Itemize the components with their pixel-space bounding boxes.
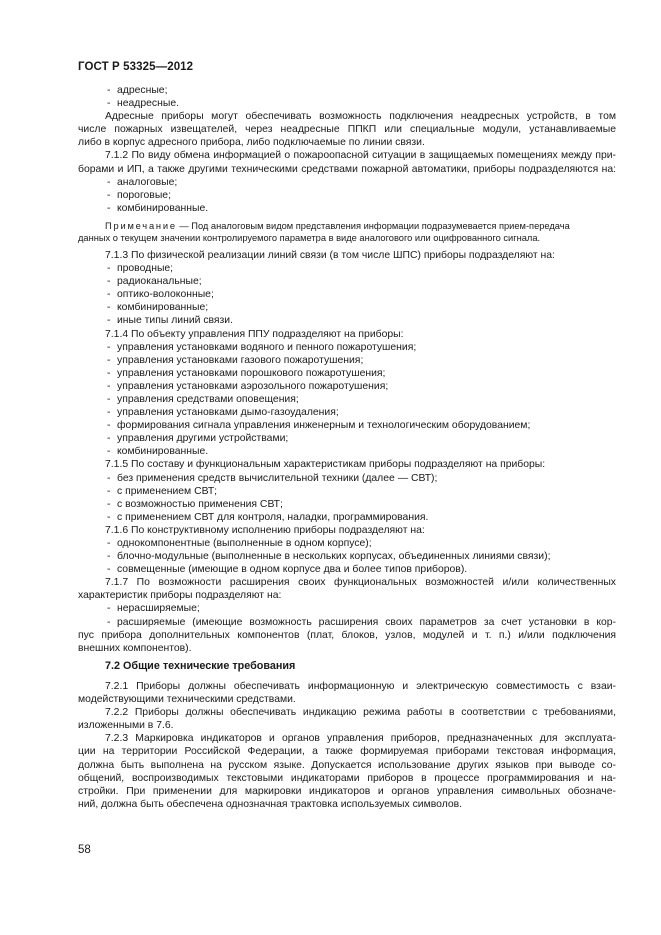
clause-7-1-2: 7.1.2 По виду обмена информацией о пожароопасной ситуации в защищаемых помещениях между при- <box>105 150 616 162</box>
clause-7-2-2: 7.2.2 Приборы должны обеспечивать индикацию режима работы в соответствии с требованиями, <box>105 707 616 719</box>
list-item: - пороговые; <box>107 189 171 201</box>
list-item: - нерасширяемые; <box>107 603 200 615</box>
paragraph-line: изложенными в 7.6. <box>78 720 174 732</box>
paragraph-line: пус прибора дополнительных компонентов (плат, блоков, узлов, модулей и т. п.) и/или подключения <box>78 629 616 641</box>
paragraph-line: ний, должна быть обеспечена однозначная трактовка используемых символов. <box>78 798 463 810</box>
list-item: - управления установками газового пожаротушения; <box>107 354 364 366</box>
list-item: - иные типы линий связи. <box>107 315 234 327</box>
clause-7-2-1: 7.2.1 Приборы должны обеспечивать информационную и электрическую совместимость с взаи- <box>105 680 616 692</box>
list-item: - без применения средств вычислительной техники (далее — СВТ); <box>107 472 438 484</box>
note-text: — Под аналоговым видом представления информации подразумевается прием-передача <box>176 220 570 231</box>
list-item: - управления установками аэрозольного пожаротушения; <box>107 380 389 392</box>
note <box>78 220 616 244</box>
section-heading: 7.2 Общие технические требования <box>105 659 296 672</box>
paragraph-line: числе пожарных извещателей, через неадресные ППКП или специальные модули, устанавливаемые <box>78 124 616 136</box>
list-item: - совмещенные (имеющие в одном корпусе два и более типов приборов). <box>107 564 468 576</box>
paragraph-line: характеристик приборы подразделяют на: <box>78 590 282 602</box>
clause-7-1-7: 7.1.7 По возможности расширения своих функциональных возможностей и/или количественных <box>105 577 616 589</box>
paragraph-line: модействующими техническими средствами. <box>78 694 296 706</box>
document-header: ГОСТ Р 53325—2012 <box>78 61 194 73</box>
document-body <box>78 84 616 811</box>
list-item: - оптико-волоконные; <box>107 289 214 301</box>
list-item: - управления установками порошкового пожаротушения; <box>107 367 386 379</box>
list-item: - с применением СВТ; <box>107 485 218 497</box>
list-item: - комбинированные. <box>107 446 209 458</box>
clause-7-1-6: 7.1.6 По конструктивному исполнению приборы подразделяют на: <box>105 524 425 536</box>
list-item: - радиоканальные; <box>107 276 202 288</box>
list-item: - неадресные. <box>107 98 179 110</box>
list-item: - комбинированные; <box>107 302 209 314</box>
paragraph-line: борами и ИП, а также другими техническими средствами пожарной автоматики, приборы подразделяются на: <box>78 163 616 175</box>
list-item: - адресные; <box>107 85 168 96</box>
clause-7-1-3: 7.1.3 По физической реализации линий связи (в том числе ШПС) приборы подразделяют на: <box>105 249 555 261</box>
list-item: - расширяемые (имеющие возможность расширения своих параметров за счет установки в кор- <box>107 616 616 628</box>
list-item: - управления установками водяного и пенного пожаротушения; <box>107 341 417 353</box>
paragraph-line: внешних компонентов). <box>78 642 192 654</box>
paragraph-line: стройки. При применении для маркировки индикаторов и органов управления символьных обозначе- <box>78 785 616 797</box>
paragraph-line: либо в корпус адресного прибора, либо подключаемые по линии связи. <box>78 137 425 149</box>
list-item: - аналоговые; <box>107 176 178 188</box>
page-number: 58 <box>78 844 91 856</box>
note-label: Примечание <box>105 220 177 231</box>
paragraph-line: Адресные приборы могут обеспечивать возможность подключения неадресных устройств, в том <box>105 111 616 123</box>
list-item: - управления средствами оповещения; <box>107 393 299 405</box>
clause-7-1-5: 7.1.5 По составу и функциональным характеристикам приборы подразделяют на приборы: <box>105 459 546 471</box>
list-item: - комбинированные. <box>107 202 209 214</box>
paragraph-line: общений, воспроизводимых текстовыми индикаторами приборов в процессе программирования и на- <box>78 772 616 784</box>
clause-7-2-3: 7.2.3 Маркировка индикаторов и органов управления приборов, предназначенных для эксплуата- <box>105 733 616 745</box>
note-text: данных о текущем значении контролируемого параметра в виде аналогового или оцифрованного сигнала. <box>78 232 541 243</box>
list-item: - блочно-модульные (выполненные в нескольких корпусах, объединенных линиями связи); <box>107 551 551 563</box>
list-item: - управления другими устройствами; <box>107 433 289 445</box>
list-item: - проводные; <box>107 263 174 275</box>
list-item: - формирования сигнала управления инженерным и технологическим оборудованием; <box>107 420 531 432</box>
list-item: - однокомпонентные (выполненные в одном корпусе); <box>107 538 372 549</box>
list-item: - управления установками дымо-газоудаления; <box>107 407 339 419</box>
list-item: - с применением СВТ для контроля, наладки, программирования. <box>107 511 429 523</box>
list-item: - с возможностью применения СВТ; <box>107 498 283 510</box>
clause-7-1-4: 7.1.4 По объекту управления ППУ подразделяют на приборы: <box>105 328 404 340</box>
paragraph-line: ции на территории Российской Федерации, а также формируемая приборами текстовая информация, <box>78 746 616 758</box>
paragraph-line: должна быть выполнена на русском языке. Допускается использование других языков при выводе со- <box>78 759 616 771</box>
